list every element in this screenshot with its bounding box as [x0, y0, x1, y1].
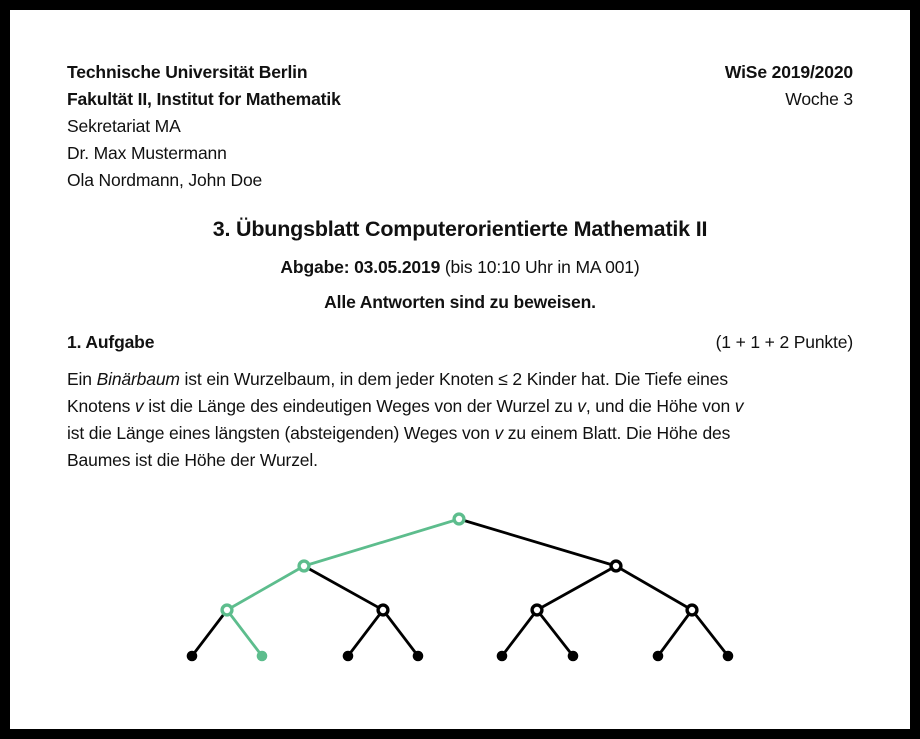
page-content [10, 59, 910, 675]
task-header [67, 329, 853, 356]
text-segment: Abgabe: 03.05.2019 [280, 257, 441, 277]
text-segment: ist die Länge eines längsten (absteigenden) Weges von [67, 423, 495, 443]
text-segment: ist die Länge des eindeutigen Weges von der Wurzel zu [143, 396, 578, 416]
tree-edge [304, 566, 383, 610]
text-segment: v [494, 423, 504, 443]
tree-node [257, 651, 268, 662]
tree-node [497, 651, 508, 662]
text-segment: Baumes ist die Höhe der Wurzel. [67, 450, 318, 470]
tree-edge [227, 610, 262, 656]
letterhead-line: Technische Universität Berlin [67, 62, 308, 82]
tree-node [723, 651, 734, 662]
paragraph-line [67, 393, 853, 420]
letterhead-line: WiSe 2019/2020 [724, 62, 853, 82]
paragraph-line [67, 366, 853, 393]
text-segment: v [577, 396, 586, 416]
tree-node [222, 605, 232, 615]
tree-edge [459, 519, 616, 566]
text-segment: Ein [67, 369, 97, 389]
tree-node [454, 514, 464, 524]
tree-node [611, 561, 621, 571]
tree-node [378, 605, 388, 615]
paragraph-line [67, 420, 853, 447]
tree-edge [658, 610, 692, 656]
submission-line [67, 254, 853, 281]
tree-node [532, 605, 542, 615]
letterhead-line: Dr. Max Mustermann [67, 143, 227, 163]
tree-edge [502, 610, 537, 656]
text-segment: Knotens [67, 396, 135, 416]
text-segment: (bis 10:10 Uhr in MA 001) [440, 257, 640, 277]
paragraph-line [67, 447, 853, 474]
body-paragraph [67, 366, 853, 474]
tree-node [343, 651, 354, 662]
tree-svg [67, 500, 853, 675]
task-heading: 1. Aufgabe [67, 332, 155, 352]
letterhead-line: Sekretariat MA [67, 116, 181, 136]
tree-edge [537, 610, 573, 656]
tree-node [653, 651, 664, 662]
notice-line: Alle Antworten sind zu beweisen. [324, 292, 596, 312]
letterhead-line: Ola Nordmann, John Doe [67, 170, 263, 190]
tree-node [299, 561, 309, 571]
tree-node [187, 651, 198, 662]
text-segment: v [734, 396, 744, 416]
text-segment: ist ein Wurzelbaum, in dem jeder Knoten ≤ 2 Kinder hat. Die Tiefe eines [179, 369, 728, 389]
text-segment: , und die Höhe von [585, 396, 735, 416]
letterhead-line: Woche 3 [785, 89, 853, 109]
tree-edge [227, 566, 304, 610]
tree-edge [692, 610, 728, 656]
tree-edge [348, 610, 383, 656]
tree-edge [537, 566, 616, 610]
tree-node [413, 651, 424, 662]
letterhead-left [67, 59, 341, 194]
binary-tree-figure [67, 500, 853, 675]
tree-edge [304, 519, 459, 566]
tree-node [687, 605, 697, 615]
tree-node [568, 651, 579, 662]
tree-edge [192, 610, 227, 656]
text-segment: zu einem Blatt. Die Höhe des [503, 423, 731, 443]
tree-edge [383, 610, 418, 656]
letterhead-right [725, 59, 853, 194]
letterhead [67, 59, 853, 194]
text-segment: v [134, 396, 144, 416]
sheet-title: 3. Übungsblatt Computerorientierte Mathematik II [212, 217, 708, 241]
tree-edge [616, 566, 692, 610]
letterhead-line: Fakultät II, Institut for Mathematik [67, 89, 341, 109]
task-points: (1 + 1 + 2 Punkte) [715, 332, 853, 352]
text-segment: Binärbaum [96, 369, 180, 389]
